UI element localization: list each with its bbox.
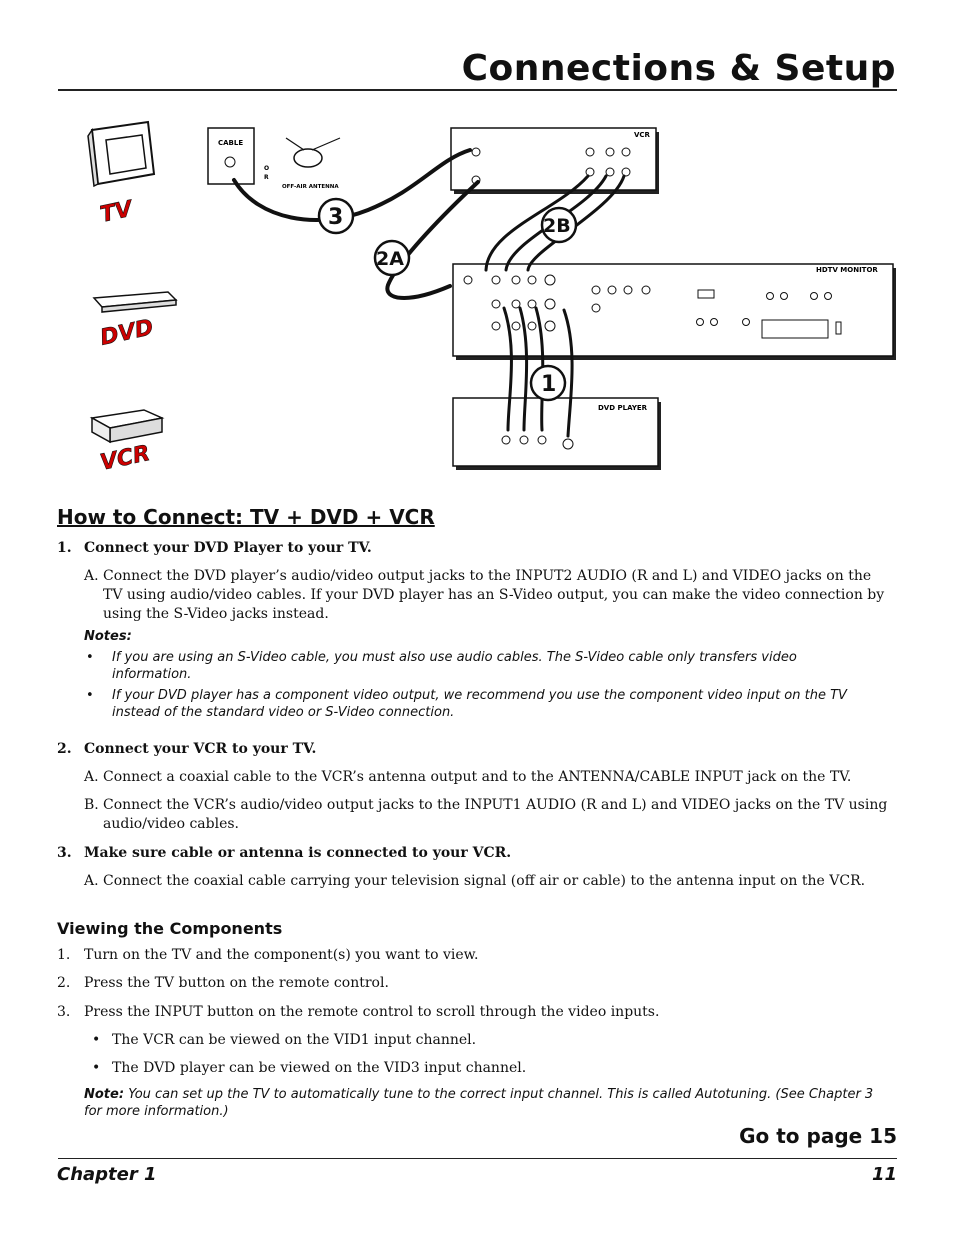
viewing-heading: Viewing the Components — [57, 919, 283, 938]
note-bullet-2: If your DVD player has a component video output, we recommend you use the component video input on the TV instead of the standard video or S-Video connection. — [112, 688, 847, 720]
viewing-item-text: Turn on the TV and the component(s) you want to view. — [84, 947, 479, 963]
viewing-bullet: The DVD player can be viewed on the VID3 input channel. — [112, 1060, 527, 1076]
vcr-back-panel — [451, 128, 656, 190]
step-marker-3 — [319, 199, 353, 233]
viewing-item-num: 1. — [57, 947, 71, 963]
step-marker-1 — [531, 366, 565, 400]
vcr-label: VCR — [98, 440, 153, 476]
note-label: Note: — [84, 1087, 125, 1102]
step2-a-letter: A. — [84, 769, 99, 785]
vcr-panel-label: VCR — [634, 131, 650, 139]
antenna-icon — [286, 138, 340, 167]
step3-a-text: Connect the coaxial cable carrying your television signal (off air or cable) to the antenna input on the VCR. — [103, 873, 866, 889]
dvd-player-icon — [94, 292, 176, 312]
page-title: Connections & Setup — [461, 48, 896, 89]
viewing-item-text: Press the TV button on the remote control. — [84, 975, 389, 991]
tv-icon — [88, 122, 154, 186]
step1-a-letter: A. — [84, 568, 99, 584]
step-marker-2b — [542, 208, 576, 242]
step3-a-letter: A. — [84, 873, 99, 889]
notes-label: Notes: — [84, 629, 132, 644]
or-label-r: R — [264, 174, 269, 181]
viewing-item-num: 2. — [57, 975, 71, 991]
footer-rule — [58, 1158, 897, 1159]
step1-title: Connect your DVD Player to your TV. — [84, 540, 372, 556]
svg-text:2B: 2B — [543, 215, 571, 237]
page-number: 11 — [871, 1164, 897, 1185]
cable-wall-box — [208, 128, 254, 184]
note-bullet-1: If you are using an S-Video cable, you must also use audio cables. The S-Video cable only transfers video information. — [112, 650, 797, 682]
note-text: You can set up the TV to automatically tune to the correct input channel. This is called Autotuning. (See Chapter 3 for more information.) — [84, 1087, 874, 1119]
step-marker-2a — [375, 241, 409, 275]
connection-diagram — [58, 100, 908, 500]
viewing-item-num: 3. — [57, 1004, 71, 1020]
viewing-item-text: Press the INPUT button on the remote control to scroll through the video inputs. — [84, 1004, 660, 1020]
bullet-dot: • — [86, 688, 94, 703]
svg-text:3: 3 — [328, 205, 344, 230]
footer-chapter: Chapter 1 — [57, 1164, 157, 1185]
step3-title: Make sure cable or antenna is connected to your VCR. — [84, 845, 512, 861]
vcr-icon — [92, 410, 162, 442]
antenna-label: OFF-AIR ANTENNA — [282, 184, 339, 190]
viewing-bullet: The VCR can be viewed on the VID1 input channel. — [112, 1032, 477, 1048]
hdtv-label: HDTV MONITOR — [816, 266, 878, 274]
svg-text:2A: 2A — [376, 248, 404, 270]
section-heading: How to Connect: TV + DVD + VCR — [57, 505, 435, 529]
or-label: O — [264, 165, 270, 172]
bullet-dot: • — [86, 650, 94, 665]
autotuning-note — [84, 1086, 874, 1120]
tv-label: TV — [98, 196, 135, 228]
step1-number: 1. — [57, 540, 72, 556]
step2-b-text: Connect the VCR’s audio/video output jacks to the INPUT1 AUDIO (R and L) and VIDEO jacks on the TV using audio/video cables. — [103, 797, 888, 832]
bullet-dot: • — [92, 1060, 101, 1076]
cable-label: CABLE — [218, 139, 244, 147]
bullet-dot: • — [92, 1032, 101, 1048]
step2-title: Connect your VCR to your TV. — [84, 741, 317, 757]
step2-number: 2. — [57, 741, 72, 757]
go-to-page: Go to page 15 — [739, 1124, 897, 1148]
svg-text:1: 1 — [541, 372, 557, 397]
dvd-player-label: DVD PLAYER — [598, 404, 648, 412]
dvd-label: DVD — [98, 315, 156, 351]
step2-b-letter: B. — [84, 797, 99, 813]
step3-number: 3. — [57, 845, 72, 861]
step1-a-text: Connect the DVD player’s audio/video output jacks to the INPUT2 AUDIO (R and L) and VIDEO jacks on the TV using audio/video cables. If your DVD player has an S-Video output, you can make the video connection by using the S-Video jacks instead. — [103, 568, 885, 622]
step2-a-text: Connect a coaxial cable to the VCR’s antenna output and to the ANTENNA/CABLE INPUT jack on the TV. — [103, 769, 852, 785]
header-rule — [58, 89, 897, 91]
